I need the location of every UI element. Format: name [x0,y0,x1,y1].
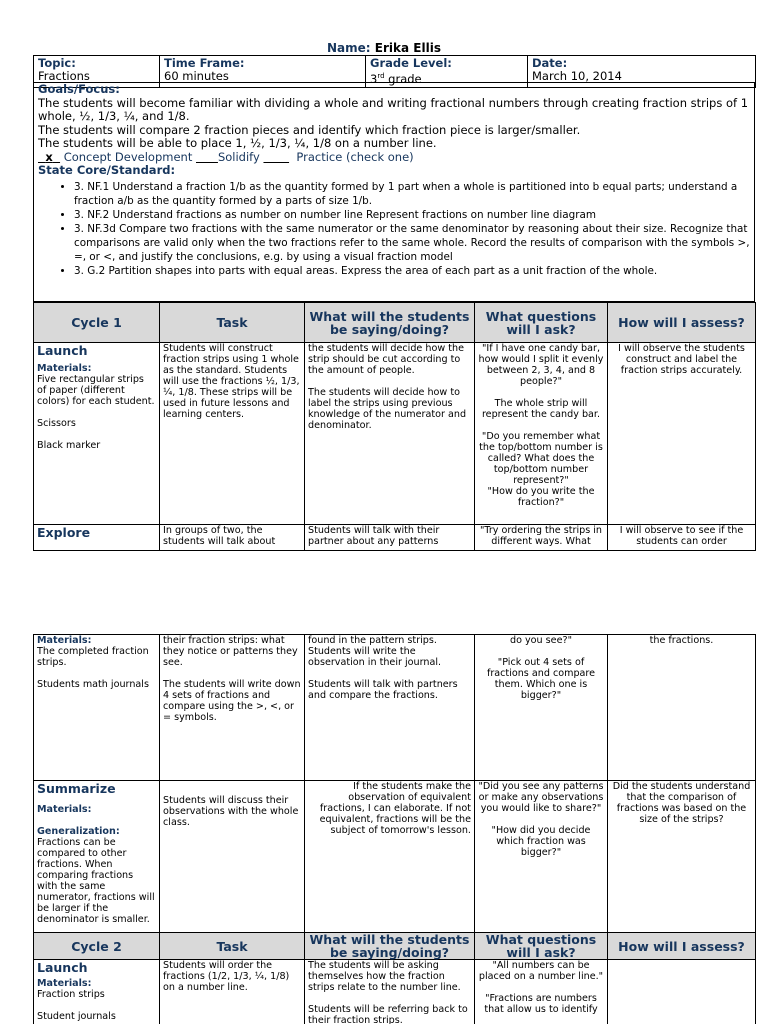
standards-list [38,180,750,278]
explore-doing-cell [305,525,475,551]
launch-questions-cell [475,343,608,525]
option-solidify: Solidify [217,149,260,164]
explore-materials-cell [34,635,160,781]
grade-number: 3 [370,71,378,86]
summarize-question: "How did you decide which fraction was bigger?" [491,825,591,858]
summarize-assess-cell [608,781,756,933]
summarize-task-text: Students will discuss their observations with the whole class. [163,795,299,828]
generalization-text: Fractions can be compared to other fractions. When comparing fractions with the same numerator, fractions will be larger if the denominator is smaller. [37,837,155,925]
explore-assess-cell [608,525,756,551]
task-header: Task [160,933,305,960]
launch-question: "If I have one candy bar, how would I split it evenly between 2, 3, 4, and 8 people?" [478,343,604,387]
explore-question: do you see?" [510,635,572,646]
goals-and-standards-box [33,82,755,302]
standards-label: State Core/Standard: [38,163,176,177]
cycle-2-launch-phase-cell [34,960,160,1024]
material-item: Students math journals [37,679,149,690]
cycle-2-launch-assess-cell [608,960,756,1024]
generalization-label: Generalization: [37,826,120,837]
launch-assess-cell [608,343,756,525]
grade-word: grade [384,71,422,86]
explore-phase-cell [34,525,160,551]
standard-item: • 3. NF.3d Compare two fractions with the same numerator or the same denominator by reasoning about their size. Recognize that comparisons are valid only when the two fractions refer to the same whole. Record the results of comparison with the symbols >, =, or <, and justify the conclusions, e.g. by using a visual fraction model [74,222,750,264]
topic-label: Topic: [38,56,76,70]
grade-level-label: Grade Level: [370,56,452,70]
assess-header: How will I assess? [608,933,756,960]
launch-title: Launch [37,960,88,975]
task-header: Task [160,303,305,343]
explore-task-text: The students will write down 4 sets of fractions and compare using the >, <, or = symbols. [163,679,301,723]
summarize-question: "Did you see any patterns or make any observations you would like to share?" [478,781,604,814]
launch-task-cell [160,343,305,525]
date-label: Date: [532,56,568,70]
explore-task-cell [160,525,305,551]
launch-title: Launch [37,343,88,358]
goals-label: Goals/Focus: [38,82,120,96]
launch-question: "Do you remember what the top/bottom number is called? What does the top/bottom number represent?" [479,431,603,486]
explore-questions-cont-cell [475,635,608,781]
cycle-2-header: Cycle 2 [34,933,160,960]
name-value: Erika Ellis [374,41,441,55]
questions-header: What questions will I ask? [475,933,608,960]
launch-question: The whole strip will represent the candy bar. [481,398,601,420]
option-concept-development: Concept Development [63,149,193,164]
summarize-questions-cell [475,781,608,933]
students-doing-header: What will the students be saying/doing? [305,303,475,343]
materials-label: Materials: [37,363,92,374]
launch-doing-cell [305,343,475,525]
checked-mark: x [45,149,53,164]
goal-line-3: The students will be able to place 1, ½, 1/3, ¼, 1/8 on a number line. [38,136,437,150]
goal-line-1: The students will become familiar with dividing a whole and writing fractional numbers through creating fraction strips of 1 whole, ½, 1/3, ¼, and 1/8. [38,95,749,123]
material-item: Scissors [37,418,76,429]
explore-doing-text: Students will talk with their partner about any patterns [308,525,440,547]
launch-question: "How do you write the fraction?" [487,486,595,508]
explore-doing-text: found in the pattern strips. Students will write the observation in their journal. [308,635,442,668]
grade-ordinal: rd [377,72,385,80]
cycle-2-launch-doing-cell [305,960,475,1024]
launch-doing-text: The students will decide how to label the strips using previous knowledge of the numerator and denominator. [308,387,467,431]
goal-line-2: The students will compare 2 fraction pieces and identify which fraction piece is larger/smaller. [38,122,581,137]
explore-question: "Pick out 4 sets of fractions and compare them. Which one is bigger?" [486,657,596,701]
launch-task-text: Students will order the fractions (1/2, 1/3, ¼, 1/8) on a number line. [163,960,290,993]
cycle-continuation-table [33,634,756,1024]
lesson-type-checklist [38,151,750,165]
cycle-1-header: Cycle 1 [34,303,160,343]
explore-task-text: their fraction strips: what they notice or patterns they see. [163,635,298,668]
cycle-2-launch-questions-cell [475,960,608,1024]
explore-question: "Try ordering the strips in different ways. What [479,525,603,547]
summarize-doing-cell [305,781,475,933]
time-frame-value: 60 minutes [164,69,229,83]
standard-item: • 3. NF.2 Understand fractions as number on number line Represent fractions on number line diagram [74,208,750,222]
launch-doing-text: The students will be asking themselves how the fraction strips relate to the number line. [308,960,461,993]
launch-doing-text: the students will decide how the strip should be cut according to the amount of people. [308,343,464,376]
explore-assess-cont-cell [608,635,756,781]
materials-label: Materials: [37,804,92,815]
explore-title: Explore [37,525,91,540]
explore-task-cont-cell [160,635,305,781]
explore-questions-cell [475,525,608,551]
material-item: The completed fraction strips. [37,646,149,668]
option-practice: Practice (check one) [296,149,414,164]
cycle-1-table [33,302,756,551]
explore-assess-text: I will observe to see if the students can order [619,525,744,547]
launch-question: "All numbers can be placed on a number line." [478,960,604,982]
standard-item: • 3. NF.1 Understand a fraction 1/b as the quantity formed by 1 part when a whole is partitioned into b equal parts; understand a fraction a/b as the quantity formed by a parts of size 1/b. [74,180,750,208]
material-item: Black marker [37,440,101,451]
explore-doing-text: Students will talk with partners and compare the fractions. [308,679,458,701]
assess-header: How will I assess? [608,303,756,343]
students-doing-header: What will the students be saying/doing? [305,933,475,960]
date-value: March 10, 2014 [532,69,622,83]
materials-label: Materials: [37,978,92,989]
document-page-2 [0,634,768,1024]
material-item: Student journals [37,1011,116,1022]
summarize-doing-text: If the students make the observation of equivalent fractions, I can elaborate. If not equivalent, fractions will be the subject of tomorrow's lesson. [319,781,471,836]
material-item: Five rectangular strips of paper (different colors) for each student. [37,374,155,407]
material-item: Fraction strips [37,989,105,1000]
materials-label: Materials: [37,635,92,646]
launch-assess-text: I will observe the students construct and label the fraction strips accurately. [618,343,745,376]
explore-assess-text: the fractions. [649,635,714,646]
name-label: Name: [327,41,371,55]
student-name-line [0,41,768,55]
standard-item: • 3. G.2 Partition shapes into parts with equal areas. Express the area of each part as a unit fraction of the whole. [74,264,750,278]
summarize-assess-text: Did the students understand that the comparison of fractions was based on the size of the strips? [612,781,751,825]
explore-doing-cont-cell [305,635,475,781]
launch-task-text: Students will construct fraction strips using 1 whole as the standard. Students will use the fractions ½, 1/3, ¼, 1/8. These strips will be used in future lessons and learning centers. [163,343,300,420]
summarize-task-cell [160,781,305,933]
launch-question: "Fractions are numbers that allow us to identify [484,993,598,1015]
topic-value: Fractions [38,69,90,83]
cycle-2-launch-task-cell [160,960,305,1024]
summarize-title: Summarize [37,781,116,796]
summarize-phase-cell [34,781,160,933]
launch-phase-cell [34,343,160,525]
time-frame-label: Time Frame: [164,56,245,70]
explore-task-text: In groups of two, the students will talk about [163,525,276,547]
questions-header: What questions will I ask? [475,303,608,343]
launch-doing-text: Students will be referring back to their fraction strips. [308,1004,468,1024]
